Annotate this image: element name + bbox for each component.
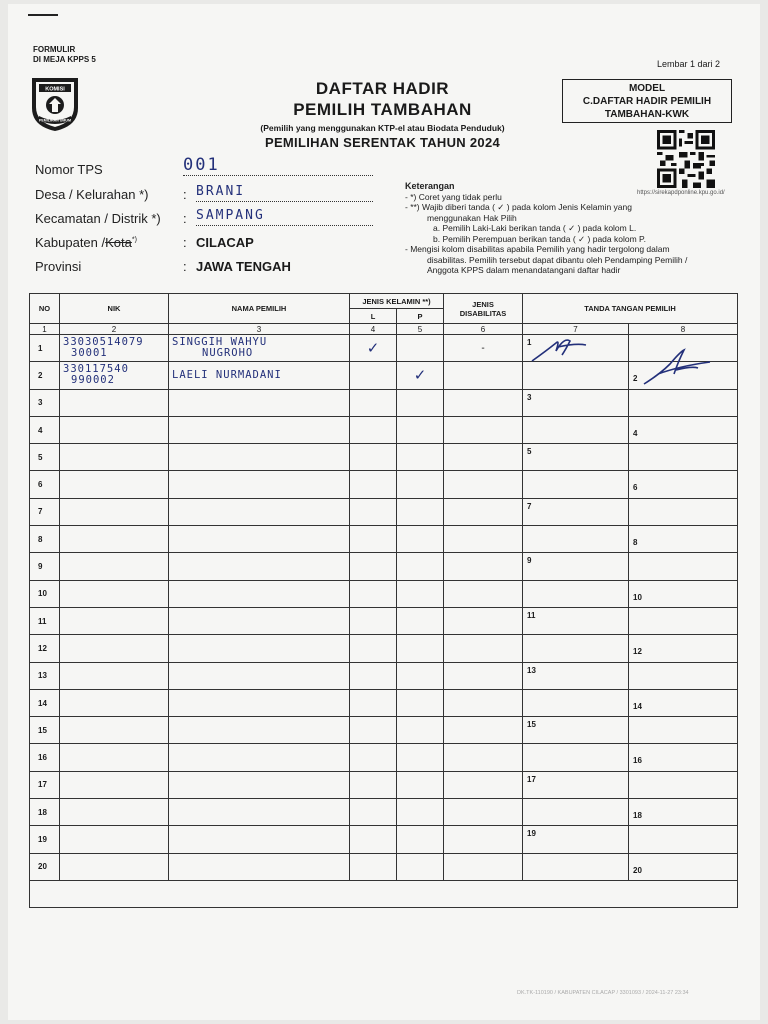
row-number [30,444,60,471]
row-number-text: 19 [38,834,47,844]
nama-cell [169,635,350,662]
nik-cell [60,498,169,525]
title-line2: PEMILIH TAMBAHAN [293,100,472,119]
row-number [30,689,60,716]
signature-cell-odd [523,471,629,498]
note-2d: b. Pemilih Perempuan berikan tanda ( ✓ ) pada kolom P. [433,233,646,244]
attendance-table [29,293,738,908]
nama-cell [169,335,350,362]
signature-number: 14 [633,701,642,711]
gender-l-cell [350,689,397,716]
col-number: 1 [30,324,60,335]
row-number [30,744,60,771]
nik-cell [60,689,169,716]
signature-number: 11 [527,610,536,620]
row-number-text: 3 [38,398,43,408]
row-number [30,826,60,853]
row-number [30,389,60,416]
model-line3: TAMBAHAN-KWK [604,109,690,120]
row-number-text: 12 [38,643,47,653]
disabilitas-cell [444,553,523,580]
nik-line: 330117540 [63,363,129,376]
gender-l-cell [350,717,397,744]
col-number: 8 [629,324,738,335]
row-number-text: 9 [38,562,43,572]
model-box [562,79,732,123]
nama-cell [169,362,350,389]
provinsi-value: JAWA TENGAH [196,259,291,274]
signature-number: 1 [527,338,532,347]
nik-cell [60,335,169,362]
table-row [30,580,738,607]
nama-cell [169,471,350,498]
row-number-text: 18 [38,807,47,817]
desa-value: BRANI [196,183,373,202]
gender-p-cell [397,580,444,607]
kecamatan-colon: : [183,211,187,226]
gender-l-cell [350,526,397,553]
gender-l-cell [350,416,397,443]
gender-p-cell [397,471,444,498]
row-number [30,607,60,634]
desa-colon: : [183,187,187,202]
row-number-text: 17 [38,780,47,790]
gender-p-cell [397,717,444,744]
logo-top-text: KOMISI [45,86,65,93]
nik-cell [60,662,169,689]
kpu-logo-icon [28,74,82,132]
qr-url: https://sirekapdponline.kpu.go.id/ [637,190,725,196]
signature-number: 3 [527,392,532,402]
kota-struck-label: Kota [105,235,132,250]
row-number [30,471,60,498]
signature-cell-even [629,526,738,553]
row-number-text: 2 [38,370,43,380]
gender-l-cell [350,662,397,689]
table-row [30,744,738,771]
nik-cell [60,362,169,389]
signature-cell-odd [523,799,629,826]
signature-cell-even [629,799,738,826]
disabilitas-cell [444,744,523,771]
gender-l-cell [350,826,397,853]
nama-cell [169,853,350,880]
row-number-text: 5 [38,452,43,462]
kabupaten-label-a: Kabupaten / [35,235,106,250]
signature-cell-odd [523,662,629,689]
row-number-text: 11 [38,616,47,626]
signature-cell-odd [523,635,629,662]
signature-number: 4 [633,428,638,438]
table-row [30,799,738,826]
disabilitas-cell [444,662,523,689]
gender-l-cell [350,335,397,362]
table-row [30,717,738,744]
nama-cell [169,607,350,634]
row-number [30,635,60,662]
gender-p-cell [397,799,444,826]
col-header-no: NO [30,294,60,324]
gender-l-cell [350,853,397,880]
provinsi-label: Provinsi [35,259,82,274]
note-3: - Mengisi kolom disabilitas apabila Pemilih yang hadir tergolong dalam [405,244,670,254]
tps-value: 001 [183,155,373,176]
gender-l-cell [350,553,397,580]
note-3b: disabilitas. Pemilih tersebut dapat dibantu oleh Pendamping Pemilih / [427,254,688,265]
nik-cell [60,526,169,553]
signature-cell-odd [523,389,629,416]
disabilitas-cell [444,826,523,853]
nik-cell [60,717,169,744]
row-number [30,717,60,744]
gender-p-cell [397,444,444,471]
table-row [30,498,738,525]
signature-cell-even [629,853,738,880]
gender-p-cell [397,416,444,443]
row-number-text: 1 [38,343,43,353]
gender-p-cell [397,853,444,880]
nama-cell [169,689,350,716]
header-row [30,294,738,309]
nik-cell [60,444,169,471]
disabilitas-cell [444,526,523,553]
col-number: 3 [169,324,350,335]
gender-l-cell [350,771,397,798]
formulir-label [33,45,96,65]
signature-cell-odd [523,744,629,771]
kecamatan-value: SAMPANG [196,207,373,226]
disabilitas-cell [444,444,523,471]
row-number-text: 7 [38,507,43,517]
nik-cell [60,553,169,580]
signature-cell-odd [523,717,629,744]
nama-cell [169,662,350,689]
table-footer-cell [30,880,738,907]
signature-cell-odd [523,498,629,525]
table-row [30,853,738,880]
kecamatan-label: Kecamatan / Distrik *) [35,211,161,226]
signature-cell-even [629,744,738,771]
kabupaten-footnote: *) [131,236,137,244]
nama-cell [169,771,350,798]
gender-p-cell [397,335,444,362]
row-number [30,335,60,362]
nik-cell [60,744,169,771]
gender-p-cell [397,607,444,634]
signature-number: 20 [633,865,642,875]
table-row [30,607,738,634]
model-line1: MODEL [628,83,666,94]
table-row [30,416,738,443]
nik-cell [60,771,169,798]
tps-label: Nomor TPS [35,162,103,177]
row-number-text: 10 [38,589,47,599]
nama-cell [169,526,350,553]
gender-p-cell [397,362,444,389]
kabupaten-label [35,235,137,250]
nik-cell [60,580,169,607]
row-number [30,416,60,443]
gender-p-cell [397,635,444,662]
gender-l-cell-text: ✓ [366,340,380,358]
signature-cell-odd [523,689,629,716]
table-row [30,662,738,689]
signature-cell-even [629,580,738,607]
disabilitas-cell [444,635,523,662]
table-row [30,553,738,580]
nama-cell [169,717,350,744]
nik-cell [60,416,169,443]
gender-l-cell [350,744,397,771]
signature-cell-odd [523,580,629,607]
model-line2: C.DAFTAR HADIR PEMILIH [582,96,712,107]
notes-title: Keterangan [405,181,455,191]
table-row [30,771,738,798]
signature-cell-odd [523,853,629,880]
title-line1: DAFTAR HADIR [315,79,450,98]
nama-cell [169,553,350,580]
gender-p-cell [397,526,444,553]
col-number: 7 [523,324,629,335]
signature-cell-even [629,771,738,798]
row-number [30,362,60,389]
gender-l-cell [350,471,397,498]
nik-cell [60,389,169,416]
kabupaten-colon: : [183,235,187,250]
note-3c: Anggota KPPS dalam menandatangani daftar hadir [427,265,621,275]
signature-cell-odd [523,771,629,798]
col-header-l: L [350,309,397,324]
table-row [30,826,738,853]
disabilitas-cell [444,853,523,880]
col-header-nama: NAMA PEMILIH [169,294,350,324]
note-2b: menggunakan Hak Pilih [427,212,517,223]
nama-cell [169,444,350,471]
row-number-text: 13 [38,671,47,681]
signature-number: 17 [527,774,536,784]
gender-p-cell [397,389,444,416]
nik-line: 30001 [71,347,108,360]
signature-cell-odd [523,607,629,634]
kabupaten-value: CILACAP [196,235,254,250]
note-1: - *) Coret yang tidak perlu [405,191,502,202]
disabilitas-cell [444,689,523,716]
row-number [30,853,60,880]
disabilitas-cell [444,580,523,607]
signature-cell-even [629,826,738,853]
disabilitas-cell [444,607,523,634]
disabilitas-cell [444,335,523,362]
gender-l-cell [350,607,397,634]
nama-cell [169,416,350,443]
signature-number: 10 [633,592,642,602]
signature-number: 2 [633,374,638,384]
signature-cell-even [629,717,738,744]
qr-code-icon [655,130,717,188]
col-number: 5 [397,324,444,335]
note-2: - **) Wajib diberi tanda ( ✓ ) pada kolom Jenis Kelamin yang [405,202,632,212]
gender-l-cell [350,444,397,471]
signature-number: 8 [633,538,638,548]
signature-cell-even [629,553,738,580]
disabilitas-cell-text: - [481,342,485,354]
signature-number: 9 [527,556,532,566]
table-row [30,362,738,389]
signature-cell-even [629,607,738,634]
form-subtitle: (Pemilih yang menggunakan KTP-el atau Biodata Penduduk) [260,123,505,133]
signature-cell-even [629,416,738,443]
gender-l-cell [350,635,397,662]
row-number-text: 20 [38,862,47,872]
gender-l-cell [350,362,397,389]
gender-l-cell [350,799,397,826]
row-number [30,498,60,525]
sheet-number: Lembar 1 dari 2 [657,59,721,69]
table-row [30,335,738,362]
signature-2 [640,344,720,388]
desa-label: Desa / Kelurahan *) [35,187,149,202]
signature-cell-even [629,389,738,416]
signature-number: 15 [527,720,536,730]
gender-p-cell [397,689,444,716]
signature-number: 18 [633,811,642,821]
nik-cell [60,826,169,853]
table-row [30,389,738,416]
nik-cell [60,607,169,634]
gender-l-cell [350,498,397,525]
row-number [30,662,60,689]
col-header-nik: NIK [60,294,169,324]
nik-cell [60,853,169,880]
signature-cell-even [629,444,738,471]
nik-cell [60,799,169,826]
row-number-text: 4 [38,425,43,435]
signature-cell-even [629,635,738,662]
table-row [30,635,738,662]
row-number [30,771,60,798]
col-header-disabilitas: JENIS DISABILITAS [444,294,523,324]
table-row [30,526,738,553]
col-number: 4 [350,324,397,335]
col-header-jenis-kelamin: JENIS KELAMIN **) [350,294,444,309]
nama-cell [169,389,350,416]
signature-number: 12 [633,647,642,657]
gender-l-cell [350,580,397,607]
table-row [30,471,738,498]
footer-code: DK.TK-110190 / KABUPATEN CILACAP / 3301093 / 2024-11-27 23:34 [517,990,689,996]
col-header-p: P [397,309,444,324]
provinsi-colon: : [183,259,187,274]
gender-p-cell-text: ✓ [413,367,427,385]
nik-cell [60,635,169,662]
gender-p-cell [397,771,444,798]
table-row [30,689,738,716]
nik-line: 990002 [71,374,115,387]
nik-line: 33030514079 [63,336,144,349]
form-title [230,78,535,120]
col-number: 6 [444,324,523,335]
column-number-row [30,324,738,335]
signature-cell-even [629,471,738,498]
nama-cell [169,826,350,853]
formulir-line1: FORMULIR [33,45,76,54]
signature-cell-odd [523,526,629,553]
row-number-text: 8 [38,534,43,544]
nama-line: NUGROHO [202,347,254,360]
gender-p-cell [397,498,444,525]
signature-cell-even [629,662,738,689]
disabilitas-cell [444,717,523,744]
signature-number: 6 [633,483,638,493]
nik-cell [60,471,169,498]
signature-number: 7 [527,501,532,511]
disabilitas-cell [444,498,523,525]
row-number-text: 14 [38,698,47,708]
row-number [30,580,60,607]
gender-l-cell [350,389,397,416]
signature-cell-odd [523,553,629,580]
gender-p-cell [397,662,444,689]
logo-bottom-text: PEMILIHAN UMUM [39,118,71,123]
table-row [30,444,738,471]
signature-number: 5 [527,447,532,457]
col-header-tanda-tangan: TANDA TANGAN PEMILIH [523,294,738,324]
row-number [30,526,60,553]
signature-1 [526,331,596,367]
formulir-line2: DI MEJA KPPS 5 [33,55,96,64]
col-number: 2 [60,324,169,335]
nama-cell [169,580,350,607]
signature-cell-odd [523,444,629,471]
signature-number: 16 [633,756,642,766]
nama-cell [169,744,350,771]
signature-cell-odd [523,826,629,853]
disabilitas-cell [444,799,523,826]
row-number-text: 16 [38,753,47,763]
nama-line: LAELI NURMADANI [172,368,282,381]
nama-line: SINGGIH WAHYU [172,336,268,349]
row-number [30,553,60,580]
note-2c: a. Pemilih Laki-Laki berikan tanda ( ✓ ) pada kolom L. [433,223,637,233]
row-number [30,799,60,826]
row-number-text: 6 [38,480,43,490]
gender-p-cell [397,553,444,580]
signature-number: 13 [527,665,536,675]
disabilitas-cell [444,416,523,443]
disabilitas-cell [444,389,523,416]
signature-cell-even [629,689,738,716]
disabilitas-cell [444,771,523,798]
disabilitas-cell [444,362,523,389]
table-footer-row [30,880,738,907]
signature-cell-odd [523,416,629,443]
keterangan-notes [405,181,735,276]
gender-p-cell [397,744,444,771]
nama-cell [169,498,350,525]
signature-cell-even [629,498,738,525]
election-title: PEMILIHAN SERENTAK TAHUN 2024 [264,135,501,150]
disabilitas-cell [444,471,523,498]
gender-p-cell [397,826,444,853]
nama-cell [169,799,350,826]
row-number-text: 15 [38,725,47,735]
signature-number: 19 [527,829,536,839]
corner-mark [28,14,58,16]
